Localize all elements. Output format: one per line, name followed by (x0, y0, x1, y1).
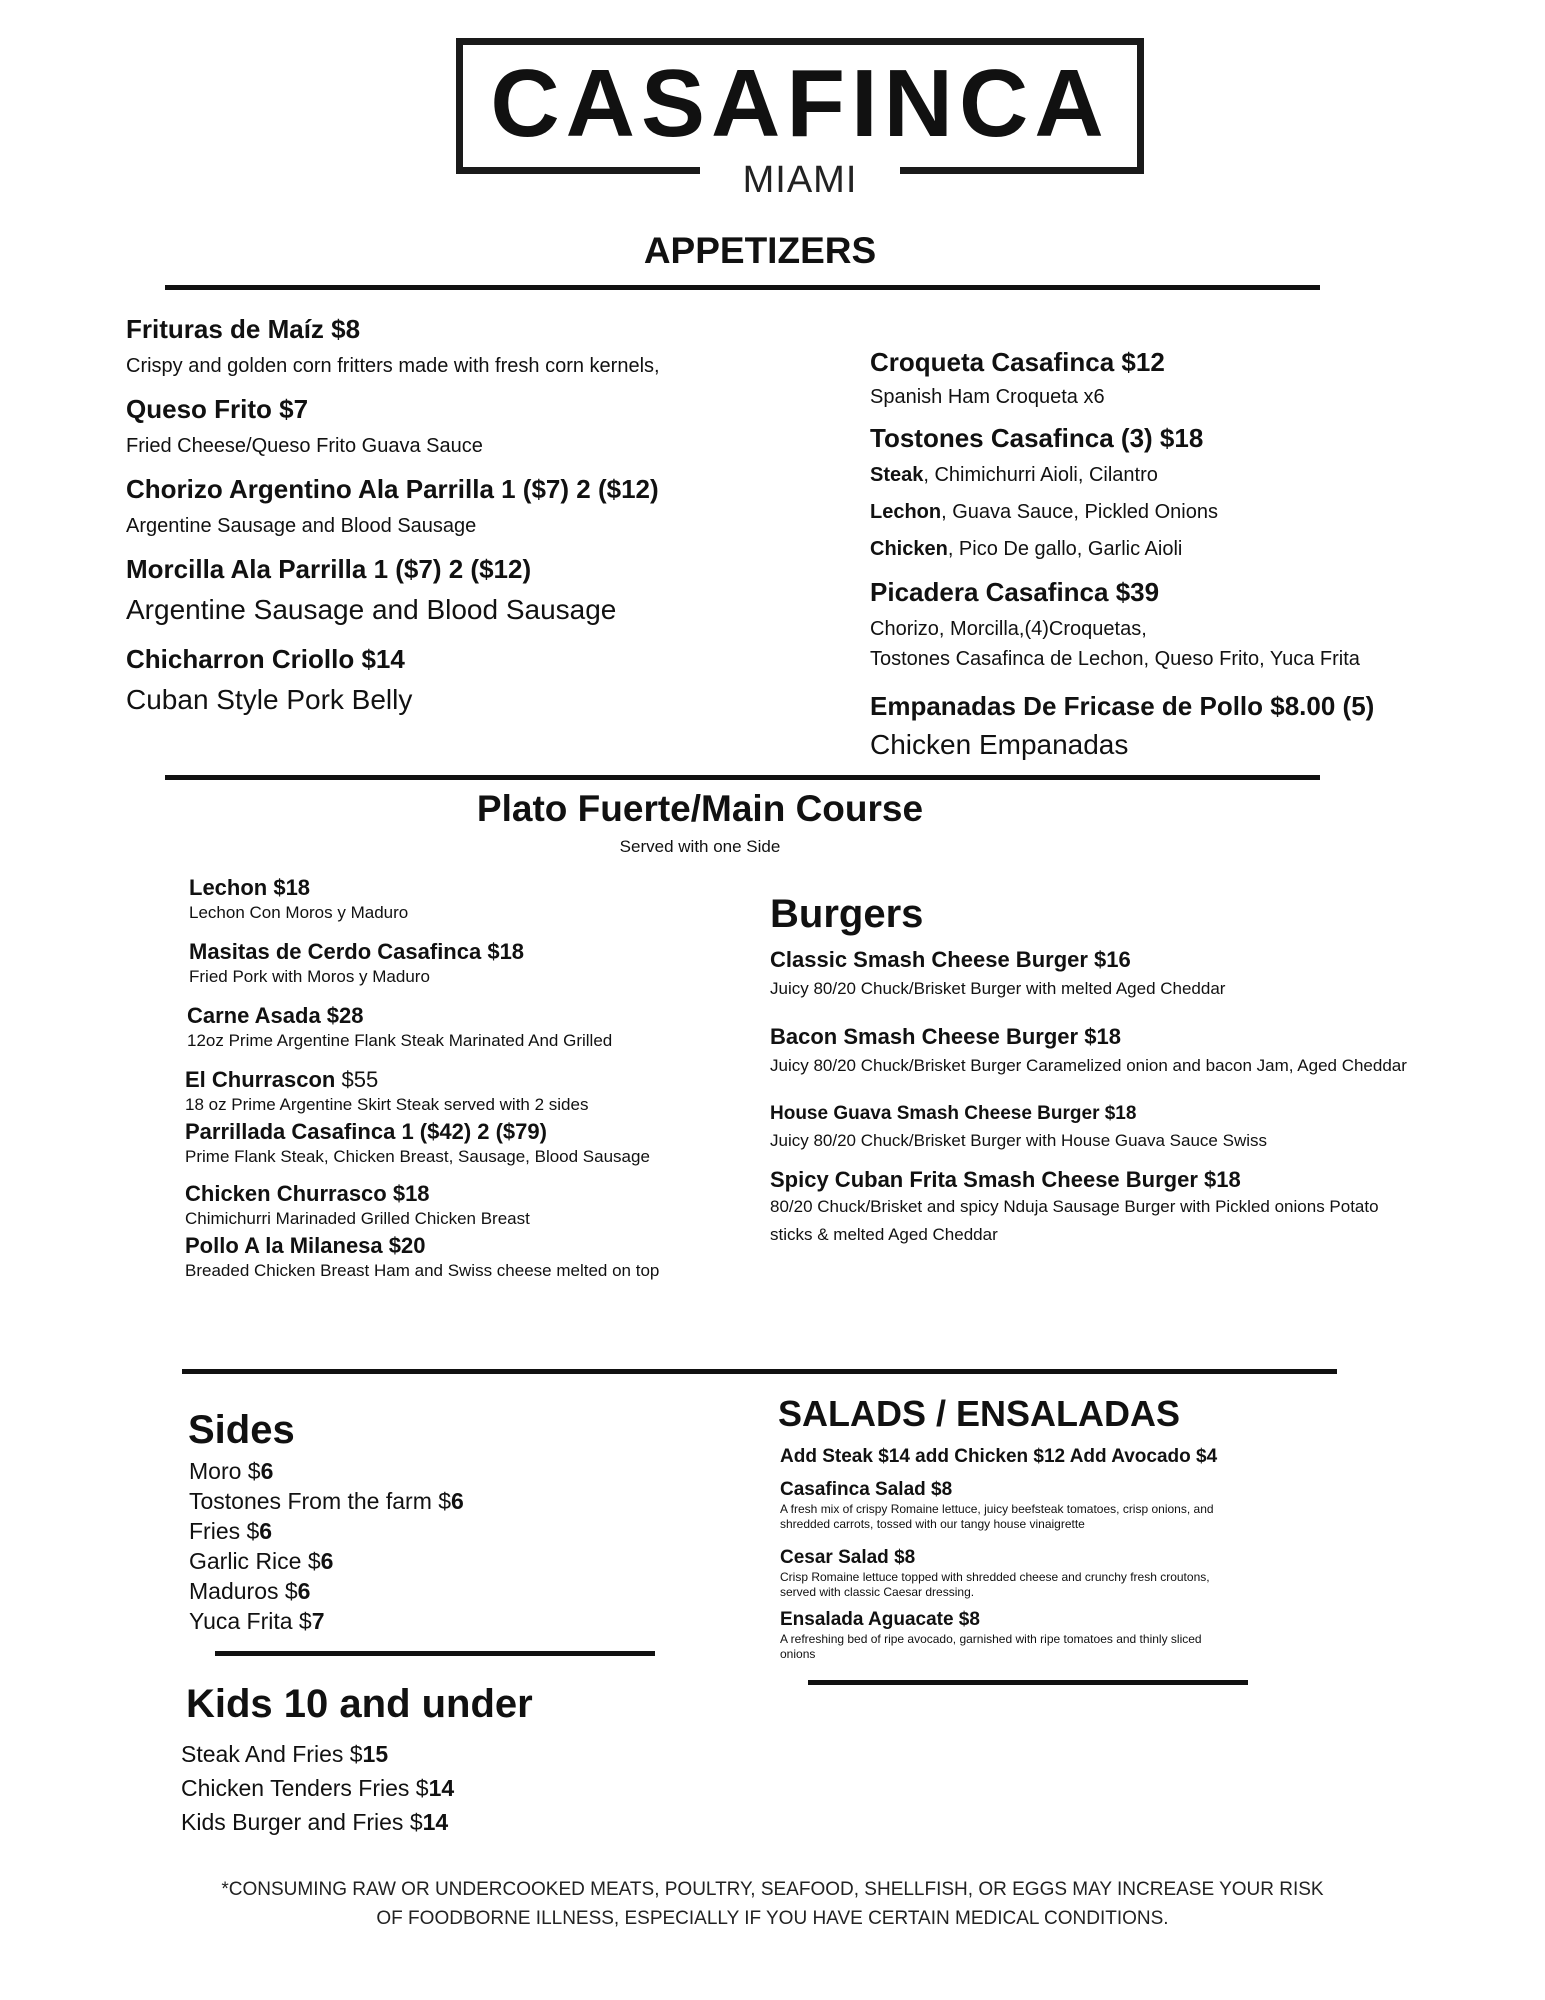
main-course-title: Plato Fuerte/Main Course (476, 788, 924, 829)
kids-list (181, 1739, 601, 1841)
main-course-name: Lechon $18 (189, 875, 311, 900)
burger-desc: Juicy 80/20 Chuck/Brisket Burger Caramelized onion and bacon Jam, Aged Cheddar (770, 1056, 1407, 1075)
main-course-name: Parrillada Casafinca 1 ($42) 2 ($79) (185, 1119, 547, 1144)
salad-desc: onions (780, 1647, 816, 1661)
tostones-option (870, 461, 1430, 498)
burger-desc: Juicy 80/20 Chuck/Brisket Burger with House Guava Sauce Swiss (770, 1131, 1268, 1150)
side-price: 6 (451, 1488, 464, 1514)
main-course-name: Carne Asada $28 (187, 1003, 364, 1028)
main-course-price: $55 (335, 1067, 379, 1092)
salad-name: Casafinca Salad $8 (780, 1479, 953, 1500)
kids-name: Steak And Fries $ (181, 1741, 363, 1767)
salad-desc: shredded carrots, tossed with our tangy house vinaigrette (780, 1517, 1085, 1531)
appetizer-desc: Cuban Style Pork Belly (126, 684, 413, 715)
main-course-subtitle: Served with one Side (619, 837, 781, 856)
footer-disclaimer (150, 1875, 1395, 1933)
burger-desc: Juicy 80/20 Chuck/Brisket Burger with melted Aged Cheddar (770, 979, 1226, 998)
burgers-title: Burgers (770, 892, 924, 936)
appetizer-desc: Fried Cheese/Queso Frito Guava Sauce (126, 435, 483, 457)
tostones-option-detail: , Chimichurri Aioli, Cilantro (923, 464, 1158, 486)
kids-item (181, 1739, 601, 1773)
side-price: 6 (320, 1548, 334, 1574)
burger-desc: 80/20 Chuck/Brisket and spicy Nduja Sausage Burger with Pickled onions Potato (770, 1197, 1379, 1216)
appetizer-name: Croqueta Casafinca $12 (870, 347, 1165, 377)
appetizer-name: Morcilla Ala Parrilla 1 ($7) 2 ($12) (126, 554, 532, 584)
salad-desc: served with classic Caesar dressing. (780, 1585, 975, 1599)
salad-desc: Crisp Romaine lettuce topped with shredded cheese and crunchy fresh croutons, (780, 1570, 1210, 1584)
appetizer-name: Queso Frito $7 (126, 394, 309, 424)
appetizers-top-rule (165, 285, 1320, 290)
tostones-option-protein: Lechon (870, 501, 942, 523)
appetizer-desc: Argentine Sausage and Blood Sausage (126, 594, 617, 625)
burger-desc: sticks & melted Aged Cheddar (770, 1225, 998, 1244)
logo-wordmark: CASAFINCA (490, 50, 1110, 157)
appetizer-desc: Crispy and golden corn fritters made with fresh corn kernels, (126, 355, 660, 377)
side-price: 7 (311, 1608, 325, 1634)
kids-item (181, 1807, 601, 1841)
appetizer-desc: Spanish Ham Croqueta x6 (870, 386, 1105, 408)
appetizer-name: Chicharron Criollo $14 (126, 644, 405, 674)
appetizer-name: Tostones Casafinca (3) $18 (870, 423, 1204, 453)
appetizer-name: Empanadas De Fricase de Pollo $8.00 (5) (870, 691, 1375, 721)
side-name: Moro $ (189, 1458, 261, 1484)
kids-item (181, 1773, 601, 1807)
appetizer-desc: Argentine Sausage and Blood Sausage (126, 515, 477, 537)
sides-bottom-rule (215, 1651, 655, 1656)
kids-title: Kids 10 and under (186, 1682, 533, 1726)
side-price: 6 (297, 1578, 311, 1604)
side-item (189, 1606, 609, 1636)
appetizer-name: Chorizo Argentino Ala Parrilla 1 ($7) 2 ($12) (126, 474, 659, 504)
appetizer-name: Picadera Casafinca $39 (870, 577, 1160, 607)
burger-name: Bacon Smash Cheese Burger $18 (770, 1024, 1121, 1049)
kids-name: Chicken Tenders Fries $ (181, 1775, 429, 1801)
side-name: Tostones From the farm $ (189, 1488, 452, 1514)
side-price: 6 (259, 1518, 273, 1544)
appetizer-desc: Tostones Casafinca de Lechon, Queso Frito, Yuca Frita (870, 648, 1360, 670)
main-course-name: Masitas de Cerdo Casafinca $18 (189, 939, 525, 964)
appetizers-bottom-rule (165, 775, 1320, 780)
logo-city: MIAMI (742, 159, 858, 201)
main-course-desc: 12oz Prime Argentine Flank Steak Marinated And Grilled (187, 1031, 613, 1050)
kids-price: 15 (362, 1741, 389, 1767)
side-name: Garlic Rice $ (189, 1548, 321, 1574)
appetizers-right-column (870, 345, 1430, 765)
kids-price: 14 (428, 1775, 455, 1801)
main-course-desc: Chimichurri Marinaded Grilled Chicken Breast (185, 1209, 530, 1228)
salad-desc: A fresh mix of crispy Romaine lettuce, juicy beefsteak tomatoes, crisp onions, and (780, 1502, 1214, 1516)
salad-desc: A refreshing bed of ripe avocado, garnished with ripe tomatoes and thinly sliced (780, 1632, 1202, 1646)
side-item (189, 1576, 609, 1606)
main-course-bottom-rule (182, 1369, 1337, 1374)
side-item (189, 1516, 609, 1546)
tostones-option-detail: , Guava Sauce, Pickled Onions (941, 501, 1218, 523)
main-course-name: Pollo A la Milanesa $20 (185, 1233, 426, 1258)
salad-name: Cesar Salad $8 (780, 1547, 916, 1568)
appetizer-desc: Chorizo, Morcilla,(4)Croquetas, (870, 618, 1147, 640)
salads-bottom-rule (808, 1680, 1248, 1685)
salads-title: SALADS / ENSALADAS (778, 1393, 1181, 1434)
appetizers-left-column (126, 312, 766, 722)
kids-name: Kids Burger and Fries $ (181, 1809, 423, 1835)
side-item (189, 1456, 609, 1486)
salad-name: Ensalada Aguacate $8 (780, 1609, 980, 1630)
appetizers-title: APPETIZERS (643, 230, 877, 271)
side-item (189, 1546, 609, 1576)
main-course-desc: Lechon Con Moros y Maduro (189, 903, 409, 922)
sides-title: Sides (188, 1408, 295, 1452)
side-name: Fries $ (189, 1518, 260, 1544)
burger-name: Classic Smash Cheese Burger $16 (770, 947, 1131, 972)
main-course-desc: Fried Pork with Moros y Maduro (189, 967, 430, 986)
kids-price: 14 (422, 1809, 449, 1835)
tostones-option-protein: Chicken (870, 538, 948, 560)
main-course-name: Chicken Churrasco $18 (185, 1181, 430, 1206)
appetizer-name: Frituras de Maíz $8 (126, 314, 361, 344)
side-name: Maduros $ (189, 1578, 298, 1604)
main-course-desc: Prime Flank Steak, Chicken Breast, Sausage, Blood Sausage (185, 1147, 650, 1166)
side-name: Yuca Frita $ (189, 1608, 312, 1634)
burger-name: Spicy Cuban Frita Smash Cheese Burger $18 (770, 1167, 1241, 1192)
main-course-list (185, 874, 745, 1282)
side-price: 6 (260, 1458, 274, 1484)
footer-line: *CONSUMING RAW OR UNDERCOOKED MEATS, POULTRY, SEAFOOD, SHELLFISH, OR EGGS MAY INCREASE YOUR RISK (221, 1879, 1324, 1900)
side-item (189, 1486, 609, 1516)
tostones-option-detail: , Pico De gallo, Garlic Aioli (947, 538, 1183, 560)
salads-addons: Add Steak $14 add Chicken $12 Add Avocado $4 (780, 1446, 1218, 1467)
salads-list (780, 1476, 1260, 1662)
main-course-name (185, 1066, 745, 1094)
appetizer-desc: Chicken Empanadas (870, 729, 1129, 760)
tostones-option (870, 498, 1430, 535)
burger-name: House Guava Smash Cheese Burger $18 (770, 1103, 1137, 1124)
tostones-option (870, 535, 1430, 575)
main-course-name-bold: El Churrascon (185, 1067, 336, 1092)
burgers-list (770, 946, 1490, 1246)
tostones-option-protein: Steak (870, 464, 924, 486)
footer-line: OF FOODBORNE ILLNESS, ESPECIALLY IF YOU HAVE CERTAIN MEDICAL CONDITIONS. (376, 1908, 1169, 1929)
main-course-desc: Breaded Chicken Breast Ham and Swiss cheese melted on top (185, 1261, 660, 1280)
sides-list (189, 1456, 609, 1636)
main-course-desc: 18 oz Prime Argentine Skirt Steak served with 2 sides (185, 1095, 589, 1114)
